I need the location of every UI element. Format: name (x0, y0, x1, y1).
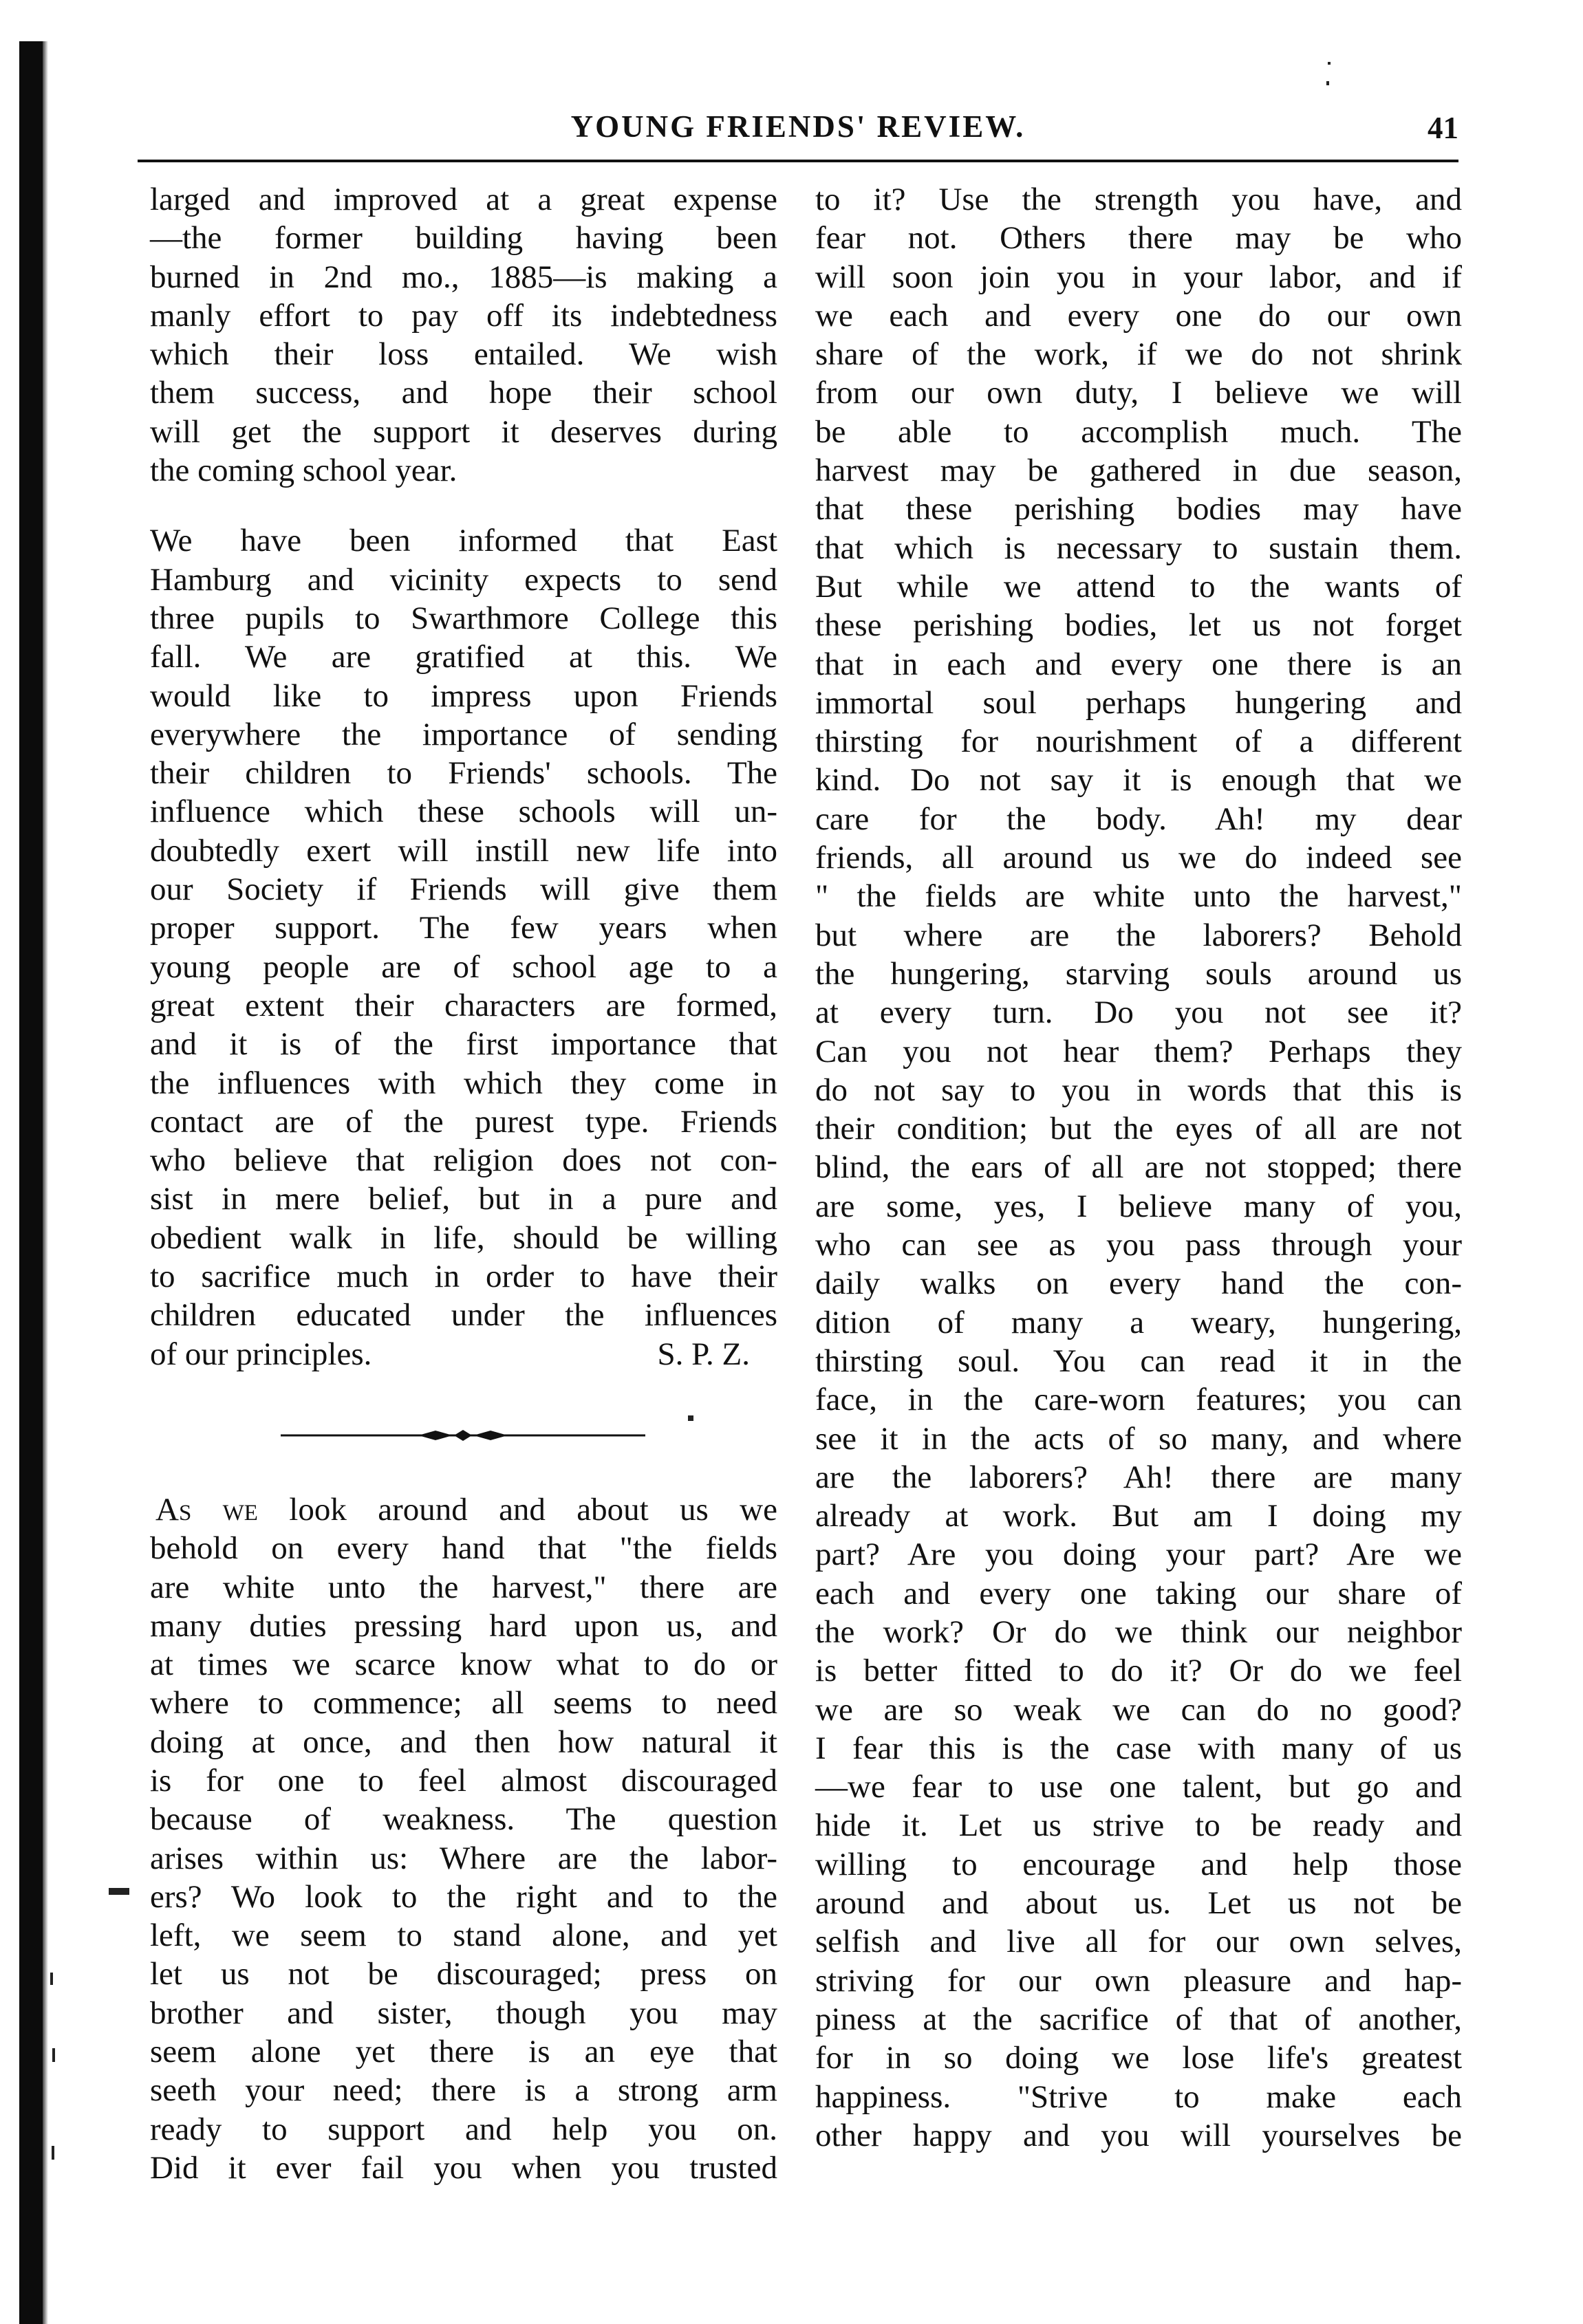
running-title: YOUNG FRIENDS' REVIEW. (570, 109, 1026, 144)
text-line: the coming school year. (150, 453, 457, 489)
margin-mark (52, 2146, 54, 2160)
lead-in-small-caps: As we (155, 1491, 258, 1528)
text-line: face, in the care-worn features; you can (815, 1382, 1462, 1418)
text-line: these perishing bodies, let us not forget (815, 607, 1462, 644)
paragraph-school-expense (150, 180, 777, 490)
paragraph-gap (150, 490, 777, 521)
text-line: blind, the ears of all are not stopped; there (815, 1149, 1462, 1186)
text-line: who can see as you pass through your (815, 1227, 1462, 1263)
text-line: and it is of the first importance that (150, 1026, 777, 1063)
text-line: ers? Wo look to the right and to the (150, 1878, 777, 1915)
page-binding-edge (19, 41, 43, 2324)
text-line: I fear this is the case with many of us (815, 1730, 1462, 1766)
text-line: but where are the laborers? Behold (815, 917, 1462, 953)
text-line: we are so weak we can do no good? (815, 1691, 1462, 1728)
text-line: let us not be discouraged; press on (150, 1956, 777, 1992)
right-column (815, 180, 1462, 2155)
text-line: kind. Do not say it is enough that we (815, 762, 1462, 799)
text-line: at times we scarce know what to do or (150, 1647, 777, 1683)
margin-mark (1328, 62, 1331, 65)
text-line: to it? Use the strength you have, and (815, 182, 1462, 217)
text-line: from our own duty, I believe we will (815, 375, 1462, 411)
text-line: contact are of the purest type. Friends (150, 1103, 777, 1140)
text-line: are white unto the harvest," there are (150, 1569, 777, 1605)
ornamental-divider-icon (281, 1429, 645, 1442)
text-line: many duties pressing hard upon us, and (150, 1607, 777, 1644)
text-line: hide it. Let us strive to be ready and (815, 1807, 1462, 1844)
text-line: the hungering, starving souls around us (815, 955, 1462, 992)
text-line: our Society if Friends will give them (150, 871, 777, 908)
text-line: other happy and you will yourselves be (815, 2117, 1462, 2153)
text-line: that these perishing bodies may have (815, 491, 1462, 528)
text-line: them success, and hope their school (150, 375, 777, 411)
page-binding-shadow (43, 41, 48, 2324)
text-line: willing to encourage and help those (815, 1846, 1462, 1882)
text-line: dition of many a weary, hungering, (815, 1304, 1462, 1340)
text-line: the influences with which they come in (150, 1065, 777, 1101)
text-line: children educated under the influences (150, 1297, 777, 1334)
text-line: obedient walk in life, should be willing (150, 1219, 777, 1256)
text-line: harvest may be gathered in due season, (815, 453, 1462, 489)
text-line: that in each and every one there is an (815, 646, 1462, 682)
text-line: burned in 2nd mo., 1885—is making a (150, 259, 777, 295)
text-line: around and about us. Let us not be (815, 1885, 1462, 1922)
text-line: for in so doing we lose life's greatest (815, 2040, 1462, 2076)
text-line: where to commence; all seems to need (150, 1685, 777, 1722)
page-number: 41 (1428, 111, 1458, 145)
text-line: doing at once, and then how natural it (150, 1724, 777, 1760)
text-line: to sacrifice much in order to have their (150, 1259, 777, 1295)
text-line: at every turn. Do you not see it? (815, 995, 1462, 1031)
margin-mark (1326, 81, 1329, 85)
text-line: But while we attend to the wants of (815, 568, 1462, 605)
text-line: the work? Or do we think our neighbor (815, 1614, 1462, 1650)
text-line: which their loss entailed. We wish (150, 336, 777, 373)
text-line: their condition; but the eyes of all are not (815, 1111, 1462, 1147)
text-line: great extent their characters are formed, (150, 987, 777, 1023)
text-line: immortal soul perhaps hungering and (815, 684, 1462, 721)
text-line: piness at the sacrifice of that of another, (815, 2001, 1462, 2037)
text-line: three pupils to Swarthmore College this (150, 600, 777, 636)
text-line (150, 1490, 777, 1529)
lead-in-rest: look around and about us we (257, 1491, 777, 1528)
margin-mark (688, 1415, 693, 1421)
text-line: manly effort to pay off its indebtedness (150, 297, 777, 334)
text-line: We have been informed that East (150, 523, 777, 559)
text-line: seem alone yet there is an eye that (150, 2034, 777, 2070)
margin-mark (109, 1888, 129, 1895)
text-line: fear not. Others there may be who (815, 220, 1462, 257)
text-line: —we fear to use one talent, but go and (815, 1769, 1462, 1805)
text-line: because of weakness. The question (150, 1801, 777, 1838)
text-line: everywhere the importance of sending (150, 716, 777, 752)
paragraph-harvest (150, 1490, 777, 2187)
text-line: proper support. The few years when (150, 910, 777, 946)
text-line: ready to support and help you on. (150, 2111, 777, 2147)
text-line: who believe that religion does not con- (150, 1142, 777, 1179)
text-line: " the fields are white unto the harvest," (815, 878, 1462, 915)
paragraph-continuation (815, 180, 1462, 2155)
text-line: is for one to feel almost discouraged (150, 1762, 777, 1799)
text-line: will get the support it deserves during (150, 413, 777, 450)
text-line: that which is necessary to sustain them. (815, 530, 1462, 566)
text-line: do not say to you in words that this is (815, 1072, 1462, 1108)
text-line: share of the work, if we do not shrink (815, 336, 1462, 373)
text-line: we each and every one do our own (815, 297, 1462, 334)
text-line: already at work. But am I doing my (815, 1498, 1462, 1534)
text-line: young people are of school age to a (150, 948, 777, 985)
text-line: is better fitted to do it? Or do we feel (815, 1653, 1462, 1689)
text-line: sist in mere belief, but in a pure and (150, 1181, 777, 1217)
text-line: happiness. "Strive to make each (815, 2078, 1462, 2115)
text-line: see it in the acts of so many, and where (815, 1420, 1462, 1457)
text-line: Did it ever fail you when you trusted (150, 2149, 777, 2186)
text-line: daily walks on every hand the con- (815, 1266, 1462, 1302)
margin-mark (50, 1973, 53, 1985)
text-line: Can you not hear them? Perhaps they (815, 1033, 1462, 1069)
text-line: behold on every hand that "the fields (150, 1530, 777, 1567)
text-line: care for the body. Ah! my dear (815, 801, 1462, 837)
text-line: thirsting soul. You can read it in the (815, 1343, 1462, 1379)
text-line: are some, yes, I believe many of you, (815, 1188, 1462, 1224)
text-line: will soon join you in your labor, and if (815, 259, 1462, 295)
text-line: Hamburg and vicinity expects to send (150, 561, 777, 598)
text-line: thirsting for nourishment of a different (815, 724, 1462, 760)
section-divider (150, 1373, 777, 1490)
text-line: left, we seem to stand alone, and yet (150, 1918, 777, 1954)
header-rule (138, 160, 1458, 162)
text-line: are the laborers? Ah! there are many (815, 1459, 1462, 1495)
text-line: arises within us: Where are the labor- (150, 1840, 777, 1876)
text-line: —the former building having been (150, 220, 777, 257)
text-line: doubtedly exert will instill new life into (150, 832, 777, 869)
text-line: friends, all around us we do indeed see (815, 840, 1462, 876)
text-line: influence which these schools will un- (150, 794, 777, 830)
text-line: their children to Friends' schools. The (150, 755, 777, 792)
author-signature: S. P. Z. (657, 1336, 750, 1372)
left-column (150, 180, 777, 2187)
text-line: each and every one taking our share of (815, 1575, 1462, 1611)
text-line: seeth your need; there is a strong arm (150, 2072, 777, 2109)
page-header (138, 109, 1458, 157)
text-line: fall. We are gratified at this. We (150, 639, 777, 675)
text-line: brother and sister, though you may (150, 1995, 777, 2031)
text-line: striving for our own pleasure and hap- (815, 1962, 1462, 1999)
text-line: would like to impress upon Friends (150, 677, 777, 714)
paragraph-east-hamburg (150, 521, 777, 1373)
text-line: selfish and live all for our own selves, (815, 1924, 1462, 1960)
text-line: be able to accomplish much. The (815, 413, 1462, 450)
margin-mark (52, 2048, 55, 2062)
closing-line (150, 1335, 777, 1373)
text-line: of our principles. (150, 1336, 372, 1372)
text-line: part? Are you doing your part? Are we (815, 1536, 1462, 1573)
text-line: larged and improved at a great expense (150, 182, 777, 217)
